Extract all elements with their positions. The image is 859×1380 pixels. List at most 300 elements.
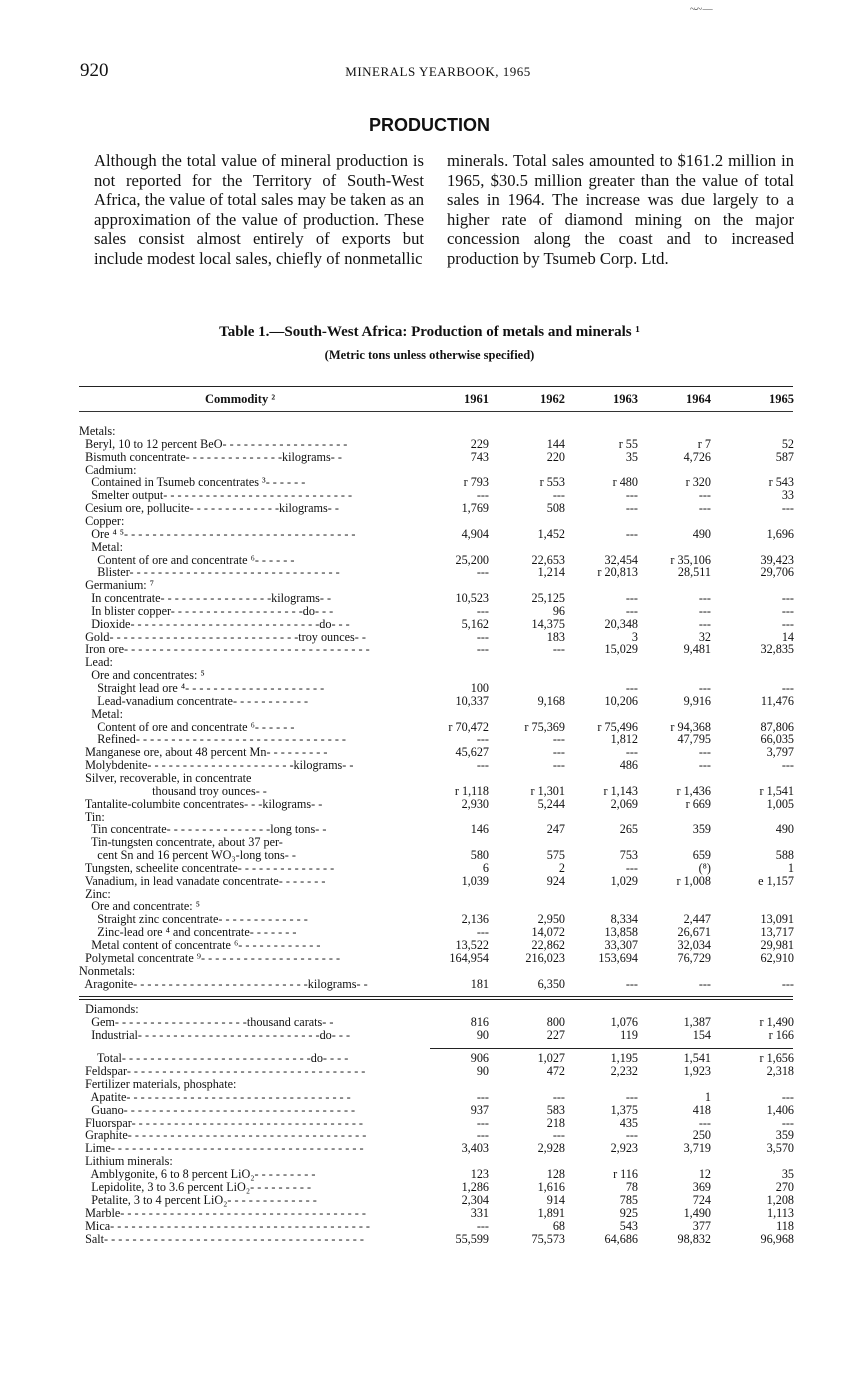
cell-1963: --- xyxy=(625,488,638,503)
cell-1963: 925 xyxy=(619,1205,638,1220)
header-1964: 1964 xyxy=(686,392,711,406)
cell-1964: --- xyxy=(698,1115,711,1130)
table-row xyxy=(79,952,793,965)
cell-1965: 62,910 xyxy=(760,950,794,965)
cell-1963: 1,029 xyxy=(610,873,638,888)
table-row xyxy=(79,489,793,502)
cell-1965: r 543 xyxy=(768,475,794,490)
table-row xyxy=(79,425,793,438)
cell-1965: --- xyxy=(781,758,794,773)
cell-1963: --- xyxy=(625,860,638,875)
cell-1962: 1,027 xyxy=(537,1051,565,1065)
cell-1963: r 75,496 xyxy=(597,719,638,734)
row-label: Molybdenite- - - - - - - - - - - - - - - - - - - - -kilograms- - xyxy=(79,759,354,773)
row-label: Lithium minerals: xyxy=(79,1155,173,1169)
cell-1965: --- xyxy=(781,603,794,618)
running-head: MINERALS YEARBOOK, 1965 xyxy=(345,64,531,79)
cell-1963: r 480 xyxy=(612,475,638,490)
row-label: Straight lead ore ⁴- - - - - - - - - - - - - - - - - - - - xyxy=(79,682,325,695)
cell-1962: 247 xyxy=(546,822,565,837)
row-label: Silver, recoverable, in concentrate xyxy=(79,771,252,785)
cell-1962: --- xyxy=(552,488,565,503)
row-label: Petalite, 3 to 4 percent LiO₂- - - - - - - - - - - - - xyxy=(79,1193,317,1207)
cell-1963: r 20,813 xyxy=(597,565,638,580)
table-row xyxy=(79,1091,793,1104)
table-row xyxy=(79,862,793,875)
cell-1962: 68 xyxy=(552,1218,565,1233)
table-row xyxy=(79,888,793,901)
table-row xyxy=(79,1181,793,1194)
cell-1962: 22,653 xyxy=(531,552,565,567)
row-label: Marble- - - - - - - - - - - - - - - - - - - - - - - - - - - - - - - - - - - xyxy=(79,1206,366,1220)
cell-1965: 118 xyxy=(776,1218,794,1233)
cell-1963: 543 xyxy=(619,1218,638,1233)
table-row xyxy=(79,1065,793,1078)
cell-1963: 2,232 xyxy=(610,1063,638,1078)
cell-1961: 55,599 xyxy=(455,1231,489,1246)
cell-1964: r 7 xyxy=(697,436,711,451)
row-label: Iron ore- - - - - - - - - - - - - - - - - - - - - - - - - - - - - - - - - - - xyxy=(79,643,370,657)
row-label: Guano- - - - - - - - - - - - - - - - - - - - - - - - - - - - - - - - - xyxy=(79,1103,356,1117)
cell-1965: 1,696 xyxy=(766,526,794,541)
cell-1964: r 94,368 xyxy=(670,719,711,734)
cell-1961: r 793 xyxy=(463,475,489,490)
cell-1963: r 116 xyxy=(613,1167,638,1182)
table-row xyxy=(79,618,793,631)
cell-1965: 29,706 xyxy=(760,565,794,580)
cell-1961: 4,904 xyxy=(461,526,489,541)
cell-1962: 22,862 xyxy=(531,938,565,952)
cell-1962: r 1,301 xyxy=(530,783,565,798)
table-row xyxy=(79,1142,793,1155)
row-label: Feldspar- - - - - - - - - - - - - - - - - - - - - - - - - - - - - - - - - - xyxy=(79,1064,366,1078)
table-double-rule xyxy=(79,996,793,1000)
row-label: Industrial- - - - - - - - - - - - - - - - - - - - - - - - - -do- - - xyxy=(79,1029,351,1042)
row-label: Gem- - - - - - - - - - - - - - - - - - -thousand carats- - xyxy=(79,1016,334,1029)
cell-1961: r 1,118 xyxy=(454,783,489,798)
cell-1965: --- xyxy=(781,1115,794,1130)
row-label: Straight zinc concentrate- - - - - - - - - - - - - xyxy=(79,913,308,927)
cell-1961: 6 xyxy=(482,860,489,875)
cell-1962: --- xyxy=(552,1089,565,1104)
cell-1965: --- xyxy=(781,501,794,516)
cell-1962: 914 xyxy=(546,1192,565,1207)
cell-1962: 583 xyxy=(546,1102,565,1117)
cell-1962: 1,616 xyxy=(537,1180,565,1194)
table-row xyxy=(79,836,793,849)
table-row xyxy=(79,746,793,759)
cell-1964: --- xyxy=(698,603,711,618)
cell-1963: --- xyxy=(625,681,638,695)
row-label: Blister- - - - - - - - - - - - - - - - - - - - - - - - - - - - - - xyxy=(79,566,340,580)
row-label: Contained in Tsumeb concentrates ³- - - - - - xyxy=(79,476,306,490)
row-label: Smelter output- - - - - - - - - - - - - - - - - - - - - - - - - - - xyxy=(79,489,353,503)
table-row xyxy=(79,541,793,554)
cell-1963: 10,206 xyxy=(604,693,638,708)
table-header-rule xyxy=(79,411,793,412)
cell-1961: 123 xyxy=(470,1167,489,1182)
table-title: Table 1.—South-West Africa: Production of metals and minerals ¹ xyxy=(219,324,640,340)
cell-1963: r 55 xyxy=(618,436,638,451)
cell-1965: 588 xyxy=(775,848,794,863)
row-label: Bismuth concentrate- - - - - - - - - - - - - -kilograms- - xyxy=(79,450,342,464)
cell-1962: 508 xyxy=(546,501,565,516)
cell-1964: 26,671 xyxy=(677,925,711,940)
cell-1965: r 1,541 xyxy=(759,783,794,798)
header-commodity: Commodity ² xyxy=(205,392,276,406)
cell-1962: 2,928 xyxy=(537,1141,565,1156)
cell-1964: r 1,008 xyxy=(676,873,711,888)
cell-1961: --- xyxy=(476,758,489,773)
cell-1964: r 35,106 xyxy=(670,552,711,567)
row-label: In concentrate- - - - - - - - - - - - - - - -kilograms- - xyxy=(79,592,332,606)
row-label: Polymetal concentrate ⁹- - - - - - - - - - - - - - - - - - - - xyxy=(79,951,341,965)
row-label: Copper: xyxy=(79,514,125,528)
row-label: Amblygonite, 6 to 8 percent LiO₂- - - - - - - - - xyxy=(79,1168,316,1182)
cell-1962: 218 xyxy=(546,1115,565,1130)
row-label: Lead-vanadium concentrate- - - - - - - - - - - xyxy=(79,694,309,708)
table-row xyxy=(79,1194,793,1207)
cell-1965: 87,806 xyxy=(760,719,794,734)
table-row xyxy=(79,965,793,978)
table-row xyxy=(79,772,793,785)
cell-1964: 28,511 xyxy=(677,565,711,580)
cell-1961: 25,200 xyxy=(455,552,489,567)
cell-1961: 331 xyxy=(470,1205,489,1220)
table-row xyxy=(79,643,793,656)
table-row xyxy=(79,1220,793,1233)
cell-1964: 9,481 xyxy=(683,642,711,657)
cell-1961: --- xyxy=(476,629,489,644)
cell-1961: 906 xyxy=(470,1051,489,1065)
cell-1965: --- xyxy=(781,976,794,991)
cell-1962: 924 xyxy=(546,873,565,888)
table-header-row xyxy=(79,392,793,406)
table-row xyxy=(79,823,793,836)
row-label: thousand troy ounces- - xyxy=(79,784,267,798)
row-label: Cesium ore, pollucite- - - - - - - - - - - - -kilograms- - xyxy=(79,502,339,516)
cell-1962: 5,244 xyxy=(537,796,565,811)
row-label: Tin: xyxy=(79,810,105,824)
cell-1961: --- xyxy=(476,488,489,503)
row-label: Lime- - - - - - - - - - - - - - - - - - - - - - - - - - - - - - - - - - - - xyxy=(79,1142,364,1156)
cell-1961: 10,523 xyxy=(455,591,489,606)
table-row xyxy=(79,515,793,528)
row-label: Nonmetals: xyxy=(79,964,136,978)
row-label: Gold- - - - - - - - - - - - - - - - - - - - - - - - - - -troy ounces- - xyxy=(79,630,366,644)
cell-1961: 2,136 xyxy=(461,912,489,927)
table-row xyxy=(79,566,793,579)
cell-1961: --- xyxy=(476,732,489,747)
cell-1963: 35 xyxy=(625,449,638,464)
row-label: Lepidolite, 3 to 3.6 percent LiO₂- - - - - - - - - xyxy=(79,1181,312,1194)
cell-1964: 369 xyxy=(692,1180,711,1194)
cell-1963: 3 xyxy=(631,629,638,644)
cell-1961: 2,304 xyxy=(461,1192,489,1207)
cell-1965: 1,406 xyxy=(766,1102,794,1117)
cell-1965: r 166 xyxy=(768,1028,794,1042)
table-row xyxy=(79,1029,793,1042)
cell-1964: 2,447 xyxy=(683,912,711,927)
cell-1961: 229 xyxy=(470,436,489,451)
cell-1964: 98,832 xyxy=(677,1231,711,1246)
cell-1964: 4,726 xyxy=(683,449,711,464)
row-label: Total- - - - - - - - - - - - - - - - - - - - - - - - - - -do- - - - xyxy=(79,1052,349,1065)
cell-1965: 1,113 xyxy=(767,1205,794,1220)
table-row xyxy=(79,759,793,772)
cell-1963: --- xyxy=(625,603,638,618)
row-label: Tin concentrate- - - - - - - - - - - - - - -long tons- - xyxy=(79,823,327,837)
row-label: In blister copper- - - - - - - - - - - - - - - - - - -do- - - xyxy=(79,604,334,618)
cell-1961: --- xyxy=(476,1115,489,1130)
cell-1964: r 1,436 xyxy=(676,783,711,798)
cell-1961: 743 xyxy=(470,449,489,464)
cell-1962: 14,375 xyxy=(531,616,565,631)
table-row xyxy=(79,849,793,862)
row-label: Fluorspar- - - - - - - - - - - - - - - - - - - - - - - - - - - - - - - - - xyxy=(79,1116,363,1130)
cell-1962: --- xyxy=(552,758,565,773)
row-label: cent Sn and 16 percent WO₃-long tons- - xyxy=(79,849,296,863)
cell-1964: 1,541 xyxy=(683,1051,711,1065)
cell-1963: 119 xyxy=(620,1028,638,1042)
cell-1962: 220 xyxy=(546,449,565,464)
header-1962: 1962 xyxy=(540,392,565,406)
cell-1961: 2,930 xyxy=(461,796,489,811)
cell-1961: 816 xyxy=(470,1015,489,1029)
table-row xyxy=(79,451,793,464)
cell-1964: 1,490 xyxy=(683,1205,711,1220)
cell-1965: 3,570 xyxy=(766,1141,794,1156)
cell-1965: 587 xyxy=(775,449,794,464)
table-row xyxy=(79,1233,793,1246)
cell-1963: 153,694 xyxy=(598,950,638,965)
cell-1965: 33 xyxy=(781,488,794,503)
row-label: Manganese ore, about 48 percent Mn- - - - - - - - - xyxy=(79,746,328,760)
table-row xyxy=(79,1016,793,1029)
cell-1962: 216,023 xyxy=(525,950,565,965)
row-label: Metal: xyxy=(79,540,124,554)
row-label: Metal: xyxy=(79,707,124,721)
cell-1961: --- xyxy=(476,603,489,618)
cell-1963: 1,812 xyxy=(610,732,638,747)
cell-1964: 418 xyxy=(692,1102,711,1117)
cell-1961: 1,286 xyxy=(461,1180,489,1194)
total-rule xyxy=(430,1048,793,1049)
cell-1965: r 1,656 xyxy=(759,1051,794,1065)
cell-1962: 183 xyxy=(546,629,565,644)
cell-1961: 3,403 xyxy=(461,1141,489,1156)
cell-1962: --- xyxy=(552,642,565,657)
cell-1962: 227 xyxy=(546,1028,565,1042)
cell-1961: 146 xyxy=(470,822,489,837)
cell-1965: 13,717 xyxy=(760,925,794,940)
row-label: Salt- - - - - - - - - - - - - - - - - - - - - - - - - - - - - - - - - - - - - xyxy=(79,1232,364,1246)
row-label: Tantalite-columbite concentrates- - -kilograms- - xyxy=(79,797,323,811)
cell-1961: 580 xyxy=(470,848,489,863)
row-label: Ore and concentrate: ⁵ xyxy=(79,900,200,914)
table-row xyxy=(79,605,793,618)
cell-1961: --- xyxy=(476,925,489,940)
table-row xyxy=(79,733,793,746)
table-row xyxy=(79,1207,793,1220)
cell-1965: 1 xyxy=(787,860,794,875)
cell-1962: --- xyxy=(552,1128,565,1143)
cell-1965: 1,208 xyxy=(766,1192,794,1207)
cell-1961: 45,627 xyxy=(455,745,489,760)
cell-1965: 29,981 xyxy=(760,938,794,952)
cell-1963: --- xyxy=(625,1128,638,1143)
cell-1962: 800 xyxy=(546,1015,565,1029)
cell-1964: 32 xyxy=(698,629,711,644)
cell-1963: 265 xyxy=(619,822,638,837)
row-label: Graphite- - - - - - - - - - - - - - - - - - - - - - - - - - - - - - - - - - xyxy=(79,1129,367,1143)
cell-1963: --- xyxy=(625,976,638,991)
cell-1961: 100 xyxy=(470,681,489,695)
cell-1963: --- xyxy=(625,526,638,541)
table-row xyxy=(79,528,793,541)
cell-1963: 32,454 xyxy=(604,552,638,567)
row-label: Diamonds: xyxy=(79,1003,139,1016)
table-top-rule xyxy=(79,386,793,387)
cell-1964: 9,916 xyxy=(683,693,711,708)
cell-1963: 2,069 xyxy=(610,796,638,811)
cell-1962: 472 xyxy=(546,1063,565,1078)
cell-1961: 181 xyxy=(470,976,489,991)
table-row xyxy=(79,1078,793,1091)
cell-1964: 154 xyxy=(692,1028,711,1042)
cell-1963: 15,029 xyxy=(604,642,638,657)
cell-1965: 270 xyxy=(775,1180,794,1194)
cell-1964: r 669 xyxy=(685,796,711,811)
cell-1962: 575 xyxy=(546,848,565,863)
paragraph-left: Although the total value of mineral production is not reported for the Territory of South-West Africa, the value of total sales may be taken as an approximation of the value of production. These sales consist almost entirely of exports but include modest local sales, chiefly of nonmetallic xyxy=(94,151,424,268)
cell-1962: r 75,369 xyxy=(524,719,565,734)
cell-1964: 32,034 xyxy=(677,938,711,952)
cell-1962: 1,891 xyxy=(537,1205,565,1220)
row-label: Apatite- - - - - - - - - - - - - - - - - - - - - - - - - - - - - - - - xyxy=(79,1090,351,1104)
table-row xyxy=(79,695,793,708)
cell-1964: 659 xyxy=(692,848,711,863)
cell-1962: 6,350 xyxy=(537,976,565,991)
table-row xyxy=(79,785,793,798)
cell-1961: 13,522 xyxy=(455,938,489,952)
cell-1965: 14 xyxy=(781,629,794,644)
cell-1963: 64,686 xyxy=(604,1231,638,1246)
row-label: Metals: xyxy=(79,425,116,438)
cell-1964: --- xyxy=(698,745,711,760)
cell-1965: e 1,157 xyxy=(758,873,794,888)
cell-1964: --- xyxy=(698,976,711,991)
cell-1963: 2,923 xyxy=(610,1141,638,1156)
cell-1961: 937 xyxy=(470,1102,489,1117)
cell-1965: 3,797 xyxy=(766,745,794,760)
cell-1961: 10,337 xyxy=(455,693,489,708)
cell-1963: 435 xyxy=(619,1115,638,1130)
row-label: Tungsten, scheelite concentrate- - - - - - - - - - - - - - xyxy=(79,861,335,875)
cell-1963: 486 xyxy=(619,758,638,773)
cell-1965: 1,005 xyxy=(766,796,794,811)
cell-1962: 1,452 xyxy=(537,526,565,541)
table-row xyxy=(79,579,793,592)
cell-1964: 76,729 xyxy=(677,950,711,965)
cell-1965: r 1,490 xyxy=(759,1015,794,1029)
cell-1963: 1,076 xyxy=(610,1015,638,1029)
cell-1961: 90 xyxy=(476,1028,489,1042)
cell-1964: 47,795 xyxy=(677,732,711,747)
cell-1963: --- xyxy=(625,745,638,760)
table-row xyxy=(79,875,793,888)
cell-1965: 39,423 xyxy=(760,552,794,567)
row-label: Refined- - - - - - - - - - - - - - - - - - - - - - - - - - - - - - xyxy=(79,733,346,747)
cell-1961: 1,039 xyxy=(461,873,489,888)
cell-1964: --- xyxy=(698,681,711,695)
cell-1963: 753 xyxy=(619,848,638,863)
cell-1963: 1,375 xyxy=(610,1102,638,1117)
cell-1965: --- xyxy=(781,591,794,606)
table-row xyxy=(79,811,793,824)
table-row xyxy=(79,1104,793,1117)
row-label: Content of ore and concentrate ⁶- - - - - - xyxy=(79,553,295,567)
page-header xyxy=(80,60,796,86)
cell-1965: --- xyxy=(781,616,794,631)
cell-1963: --- xyxy=(625,591,638,606)
cell-1963: --- xyxy=(625,1089,638,1104)
cell-1965: 52 xyxy=(781,436,794,451)
table-row xyxy=(79,708,793,721)
cell-1965: --- xyxy=(781,681,794,695)
table-row xyxy=(79,798,793,811)
cell-1964: 1 xyxy=(704,1089,711,1104)
cell-1962: r 553 xyxy=(539,475,565,490)
cell-1965: 66,035 xyxy=(760,732,794,747)
cell-1962: 9,168 xyxy=(537,693,565,708)
section-title: PRODUCTION xyxy=(369,115,490,135)
row-label: Vanadium, in lead vanadate concentrate- - - - - - - xyxy=(79,874,326,888)
cell-1964: --- xyxy=(698,616,711,631)
cell-1961: 90 xyxy=(476,1063,489,1078)
cell-1963: 13,858 xyxy=(604,925,638,940)
cell-1961: 164,954 xyxy=(449,950,489,965)
cell-1964: 1,923 xyxy=(683,1063,711,1078)
cell-1964: 377 xyxy=(692,1218,711,1233)
cell-1964: --- xyxy=(698,501,711,516)
cell-1964: --- xyxy=(698,488,711,503)
paragraph-right: minerals. Total sales amounted to $161.2 million in 1965, $30.5 million greater than the value of total sales in 1964. The increase was due largely to a higher rate of diamond mining on the major concession along the coast and to increased production by Tsumeb Corp. Ltd. xyxy=(447,151,794,268)
cell-1963: 785 xyxy=(619,1192,638,1207)
cell-1963: 20,348 xyxy=(604,616,638,631)
page-number: 920 xyxy=(80,60,109,81)
cell-1963: 78 xyxy=(625,1180,638,1194)
cell-1964: 12 xyxy=(698,1167,711,1182)
table-row xyxy=(79,1168,793,1181)
cell-1964: 724 xyxy=(692,1192,711,1207)
cell-1965: 13,091 xyxy=(760,912,794,927)
cell-1961: --- xyxy=(476,1128,489,1143)
row-label: Metal content of concentrate ⁶- - - - - - - - - - - - xyxy=(79,939,321,952)
row-label: Lead: xyxy=(79,656,113,670)
row-label: Content of ore and concentrate ⁶- - - - - - xyxy=(79,720,295,734)
header-1965: 1965 xyxy=(769,392,794,406)
cell-1962: --- xyxy=(552,732,565,747)
cell-1965: 359 xyxy=(775,1128,794,1143)
row-label: Mica- - - - - - - - - - - - - - - - - - - - - - - - - - - - - - - - - - - - - xyxy=(79,1219,370,1233)
row-label: Dioxide- - - - - - - - - - - - - - - - - - - - - - - - - - -do- - - xyxy=(79,617,350,631)
cell-1961: --- xyxy=(476,1218,489,1233)
cell-1962: 14,072 xyxy=(531,925,565,940)
row-label: Tin-tungsten concentrate, about 37 per- xyxy=(79,836,283,850)
cell-1964: r 320 xyxy=(685,475,711,490)
cell-1963: r 1,143 xyxy=(603,783,638,798)
